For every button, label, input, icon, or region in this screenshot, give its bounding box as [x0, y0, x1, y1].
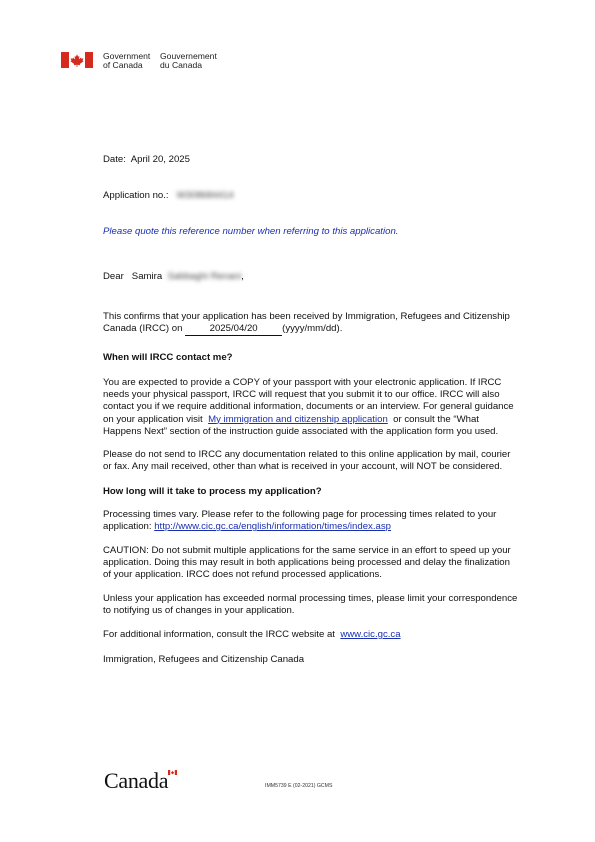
received-date: 2025/04/20 [185, 323, 282, 336]
processing-line-1: Processing times vary. Please refer to the following page for processing times related to your [103, 509, 497, 520]
website-prefix: For additional information, consult the IRCC website at [103, 629, 335, 640]
caution-line-1: CAUTION: Do not submit multiple applications for the same service in an effort to speed up your [103, 545, 511, 556]
caution-line-2: application. Doing this may result in both applications being processed and delay the finalization [103, 557, 510, 569]
contact-line-5: Happens Next” section of the instruction guide associated with the application form you used. [103, 425, 499, 437]
salutation-label: Dear [103, 271, 124, 282]
contact-line-4-prefix: on your application visit [103, 413, 203, 425]
gov-fr-line1: Gouvernement [160, 51, 217, 61]
application-number-value: W308684414 [176, 190, 234, 201]
date-value: April 20, 2025 [130, 154, 190, 165]
canada-wordmark: Canada [104, 768, 169, 793]
website-paragraph [103, 629, 543, 641]
date-format-hint: (yyyy/mm/dd). [282, 323, 343, 335]
contact-paragraph [103, 377, 543, 438]
gov-fr-line2: du Canada [160, 60, 203, 71]
wordmark-flag-icon [168, 770, 177, 775]
my-application-link[interactable]: My immigration and citizenship application [208, 413, 388, 425]
gov-en-signature [103, 52, 150, 71]
processing-times-link[interactable]: http://www.cic.gc.ca/english/information/times/index.asp [154, 521, 391, 533]
mail-paragraph [103, 449, 543, 473]
canada-flag-icon [61, 52, 93, 68]
contact-line-3: contact you if we require additional information, documents or an interview. For general guidance [103, 401, 514, 413]
confirmation-line-2 [103, 323, 543, 336]
mail-line-1: Please do not send to IRCC any documentation related to this online application by mail, courier [103, 449, 511, 460]
correspondence-paragraph [103, 593, 543, 617]
date-label: Date: [103, 154, 126, 165]
gov-en-line1: Government [103, 51, 151, 61]
contact-heading: When will IRCC contact me? [103, 352, 233, 363]
confirmation-paragraph [103, 311, 543, 336]
processing-line-2 [103, 521, 543, 533]
confirmation-line-1: This confirms that your application has been received by Immigration, Refugees and Citizenship [103, 311, 510, 322]
processing-heading: How long will it take to process my application? [103, 486, 322, 497]
ircc-website-link[interactable]: www.cic.gc.ca [340, 629, 401, 640]
caution-line-3: of your application. IRCC does not refund processed applications. [103, 569, 382, 581]
processing-line-2-prefix: application: [103, 521, 152, 533]
recipient-first-name: Samira [131, 271, 163, 282]
contact-line-2: needs your physical passport, IRCC will request that you submit it to our office. IRCC will also [103, 389, 500, 401]
gov-fr-signature [160, 52, 217, 71]
form-code: IMM5739 E (02-2021) GCMS [265, 783, 333, 789]
correspondence-line-2: to notifying us of changes in your application. [103, 605, 295, 617]
processing-paragraph [103, 509, 543, 533]
recipient-last-name: Sabbaghi Renani [167, 271, 242, 282]
caution-paragraph [103, 545, 543, 582]
contact-line-1: You are expected to provide a COPY of your passport with your electronic application. If IRCC [103, 377, 502, 388]
gov-en-line2: of Canada [103, 60, 143, 71]
application-number-line [103, 190, 234, 202]
reference-note: Please quote this reference number when referring to this application. [103, 226, 399, 237]
mail-line-2: or fax. Any mail received, other than what is received in your account, will NOT be considered. [103, 461, 503, 473]
confirmation-prefix: Canada (IRCC) on [103, 323, 183, 335]
signoff: Immigration, Refugees and Citizenship Canada [103, 654, 305, 665]
contact-line-4 [103, 414, 543, 426]
correspondence-line-1: Unless your application has exceeded normal processing times, please limit your correspondence [103, 593, 518, 604]
salutation [103, 271, 244, 283]
date-line [103, 154, 190, 166]
application-number-label: Application no.: [103, 190, 169, 201]
salutation-comma: , [241, 271, 244, 282]
contact-line-4-suffix: or consult the “What [393, 413, 479, 425]
